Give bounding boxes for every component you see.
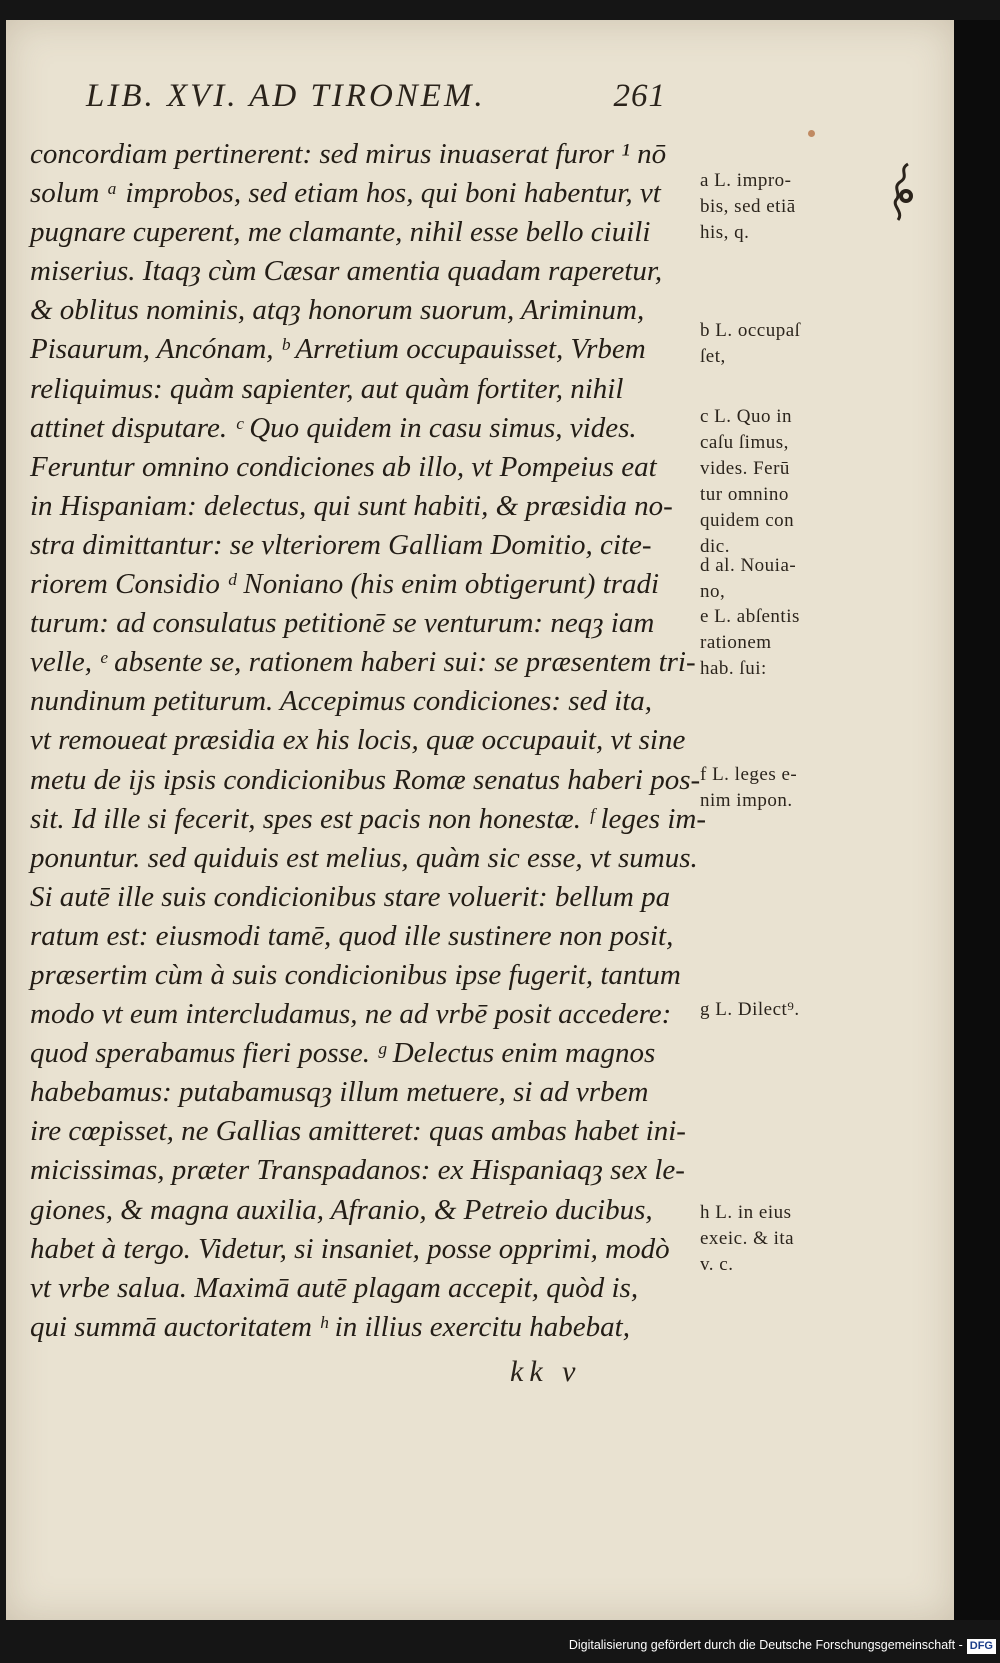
text-line: vt vrbe salua. Maximā autē plagam accepit, quòd is, [30,1271,639,1304]
margin-note-line: d al. Nouia- [700,555,797,576]
margin-note-h [700,1200,850,1278]
text-line: qui summā auctoritatem ʰ in illius exercitu habebat, [30,1310,630,1343]
text-line: concordiam pertinerent: sed mirus inuaserat furor ¹ nō [30,138,667,170]
text-line: metu de ijs ipsis condicionibus Romæ senatus haberi pos- [30,763,701,796]
signature-mark: kk [510,1355,549,1388]
digitization-footer [0,1638,996,1663]
main-text-block [30,135,706,1347]
text-line: turum: ad consulatus petitionē se venturum: neqȝ iam [30,607,655,640]
text-line: stra dimittantur: se vlteriorem Galliam Domitio, cite- [30,528,652,561]
text-line: giones, & magna auxilia, Afranio, & Petreio ducibus, [30,1193,653,1226]
margin-note-c [700,404,850,560]
running-header [86,78,666,122]
margin-note-g [700,997,850,1023]
text-line: Pisaurum, Ancónam, ᵇ Arretium occupauisset, Vrbem [30,333,646,366]
page-number: 261 [613,78,666,114]
page-edge-shadow [954,20,1000,1620]
margin-note-e [700,604,850,682]
margin-note-line: b L. occupaſ [700,320,801,341]
text-line: Si autē ille suis condicionibus stare voluerit: bellum pa [30,880,671,913]
text-line: Feruntur omnino condiciones ab illo, vt Pompeius eat [30,450,657,483]
text-line: reliquimus: quàm sapienter, aut quàm fortiter, nihil [30,372,624,405]
margin-note-d [700,553,850,605]
margin-note-line: c L. Quo in [700,406,793,427]
margin-note-b [700,318,850,370]
margin-note-line: a L. impro- [700,170,792,191]
margin-note-line: v. c. [700,1254,734,1275]
margin-note-line: tur omnino [700,484,789,505]
margin-note-line: exeic. & ita [700,1228,795,1249]
margin-note-line: e L. abſentis [700,606,800,627]
margin-note-line: rationem [700,632,772,653]
margin-note-line: caſu ſimus, [700,432,789,453]
margin-note-line: his, q. [700,222,750,243]
text-line: attinet disputare. ᶜ Quo quidem in casu simus, vides. [30,411,637,444]
text-line: solum ᵃ improbos, sed etiam hos, qui boni habentur, vt [30,177,661,210]
margin-note-line: nim impon. [700,790,793,811]
margin-note-f [700,762,850,814]
text-line: ponuntur. sed quiduis est melius, quàm sic esse, vt sumus. [30,841,698,874]
text-line: sit. Id ille si fecerit, spes est pacis non honestæ. ᶠ leges im- [30,802,706,835]
text-line: & oblitus nominis, atqȝ honorum suorum, Ariminum, [30,294,645,327]
flourish-ornament-icon [888,160,922,224]
text-line: ratum est: eiusmodi tamē, quod ille sustinere non posit, [30,919,674,952]
text-line: miserius. Itaqȝ cùm Cæsar amentia quadam raperetur, [30,255,663,288]
margin-note-line: ſet, [700,346,726,367]
text-line: præsertim cùm à suis condicionibus ipse fugerit, tantum [30,958,681,991]
text-line: velle, ᵉ absente se, rationem haberi sui: se præsentem tri- [30,646,696,679]
catchword-line [510,1355,581,1389]
text-line: habebamus: putabamusqȝ illum metuere, si ad vrbem [30,1076,649,1109]
text-line: habet à tergo. Videtur, si insaniet, posse opprimi, modò [30,1232,670,1265]
catchword: v [562,1355,582,1388]
text-line: quod sperabamus fieri posse. ᵍ Delectus enim magnos [30,1037,656,1070]
text-line: nundinum petiturum. Accepimus condiciones: sed ita, [30,685,653,718]
margin-note-line: g L. Dilect⁹. [700,999,800,1020]
margin-note-line: hab. ſui: [700,658,767,679]
margin-note-line: dic. [700,536,730,557]
ink-spot [808,130,815,137]
margin-note-line: f L. leges e- [700,764,798,785]
text-line: modo vt eum intercludamus, ne ad vrbē posit accedere: [30,998,672,1031]
margin-note-a [700,168,850,246]
text-line: riorem Considio ᵈ Noniano (his enim obtigerunt) tradi [30,568,660,601]
margin-note-line: quidem con [700,510,795,531]
footer-credit: Digitalisierung gefördert durch die Deutsche Forschungsgemeinschaft - [568,1638,963,1652]
running-title: LIB. XVI. AD TIRONEM. [86,78,486,114]
text-line: in Hispaniam: delectus, qui sunt habiti, & præsidia no- [30,489,673,522]
text-line: micissimas, præter Transpadanos: ex Hispaniaqȝ sex le- [30,1154,685,1187]
margin-note-line: vides. Ferū [700,458,790,479]
text-line: pugnare cuperent, me clamante, nihil esse bello ciuili [30,216,651,249]
margin-note-line: no, [700,581,726,602]
text-line: vt remoueat præsidia ex his locis, quæ occupauit, vt sine [30,724,686,757]
margin-note-line: bis, sed etiā [700,196,796,217]
margin-note-line: h L. in eius [700,1202,792,1223]
text-line: ire cœpisset, ne Gallias amitteret: quas ambas habet ini- [30,1115,686,1148]
dfg-logo: DFG [967,1639,996,1654]
